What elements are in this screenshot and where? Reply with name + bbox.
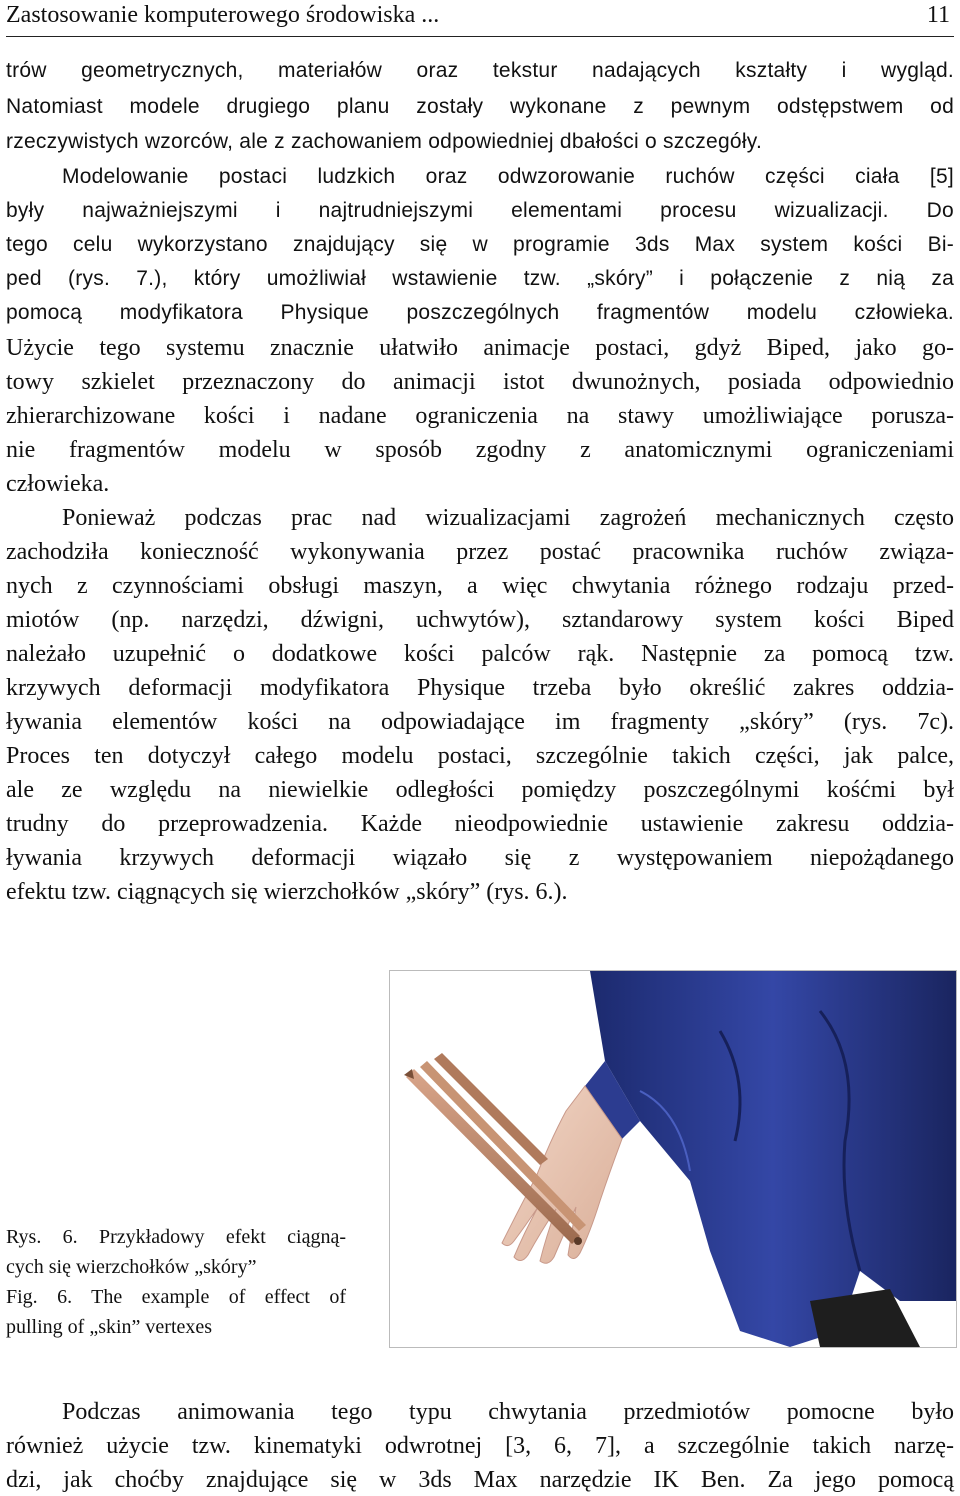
text-line: rzeczywistych wzorców, ale z zachowaniem odpowiedniej dbałości o szczegóły. xyxy=(6,130,763,153)
caption-pl-line: Rys. 6. Przykładowy efekt ciągną- xyxy=(6,1226,346,1248)
text-line: ływania krzywych deformacji wiązało się z występowaniem niepożądanego xyxy=(6,845,954,871)
running-header xyxy=(6,0,954,37)
text-line: miotów (np. narzędzi, dźwigni, uchwytów), sztandarowy system kości Biped xyxy=(6,607,954,633)
hand xyxy=(502,1086,622,1263)
text-line: trów geometrycznych, materiałów oraz tekstur nadających kształty i wygląd. xyxy=(6,59,954,82)
text-line: ływania elementów kości na odpowiadające im fragmenty „skóry” (rys. 7c). xyxy=(6,709,954,735)
text-line: pomocą modyfikatora Physique poszczególnych fragmentów modelu człowieka. xyxy=(6,301,954,324)
text-line: ped (rys. 7.), który umożliwiał wstawienie tzw. „skóry” i połączenie z nią za xyxy=(6,267,954,290)
figure-caption xyxy=(6,1222,346,1342)
hand-and-trousers-render xyxy=(390,971,956,1347)
text-line: Podczas animowania tego typu chwytania przedmiotów pomocne było xyxy=(62,1399,954,1425)
page-number: 11 xyxy=(926,2,950,28)
text-line: tego celu wykorzystano znajdujący się w programie 3ds Max system kości Bi- xyxy=(6,233,954,256)
text-line: dzi, jak choćby znajdujące się w 3ds Max narzędzie IK Ben. Za jego pomocą xyxy=(6,1467,954,1493)
header-title: Zastosowanie komputerowego środowiska ... xyxy=(6,2,440,28)
caption-en-line: Fig. 6. The example of effect of xyxy=(6,1286,346,1308)
text-line: nie fragmentów modelu w sposób zgodny z anatomicznymi ograniczeniami xyxy=(6,437,954,463)
text-line: Natomiast modele drugiego planu zostały wykonane z pewnym odstępstwem od xyxy=(6,95,954,118)
text-line: trudny do przeprowadzenia. Każde nieodpowiednie ustawienie zakresu oddzia- xyxy=(6,811,954,837)
text-line: ale ze względu na niewielkie odległości pomiędzy poszczególnymi kośćmi był xyxy=(6,777,954,803)
text-line: człowieka. xyxy=(6,471,110,497)
text-line: Modelowanie postaci ludzkich oraz odwzorowanie ruchów części ciała [5] xyxy=(62,165,954,188)
text-line: zachodziła konieczność wykonywania przez postać pracownika ruchów związa- xyxy=(6,539,954,565)
text-line: towy szkielet przeznaczony do animacji istot dwunożnych, posiada odpowiednio xyxy=(6,369,954,395)
text-line: zhierarchizowane kości i nadane ograniczenia na stawy umożliwiające porusza- xyxy=(6,403,954,429)
text-line: Proces ten dotyczył całego modelu postaci, szczególnie takich części, jak palce, xyxy=(6,743,954,769)
trousers xyxy=(590,971,956,1347)
text-line: należało uzupełnić o dodatkowe kości palców rąk. Następnie za pomocą tzw. xyxy=(6,641,954,667)
figure-6-image xyxy=(389,970,957,1348)
text-line: Użycie tego systemu znacznie ułatwiło animacje postaci, gdyż Biped, jako go- xyxy=(6,335,954,361)
text-line: krzywych deformacji modyfikatora Physique trzeba było określić zakres oddzia- xyxy=(6,675,954,701)
text-line: efektu tzw. ciągnących się wierzchołków „skóry” (rys. 6.). xyxy=(6,879,568,905)
text-line: Ponieważ podczas prac nad wizualizacjami zagrożeń mechanicznych często xyxy=(62,505,954,531)
text-line: były najważniejszymi i najtrudniejszymi elementami procesu wizualizacji. Do xyxy=(6,199,954,222)
text-line: nych z czynnościami obsługi maszyn, a więc chwytania różnego rodzaju przed- xyxy=(6,573,954,599)
caption-en-line: pulling of „skin” vertexes xyxy=(6,1316,213,1338)
caption-pl-line: cych się wierzchołków „skóry” xyxy=(6,1256,257,1278)
text-line: również użycie tzw. kinematyki odwrotnej [3, 6, 7], a szczególnie takich narzę- xyxy=(6,1433,954,1459)
